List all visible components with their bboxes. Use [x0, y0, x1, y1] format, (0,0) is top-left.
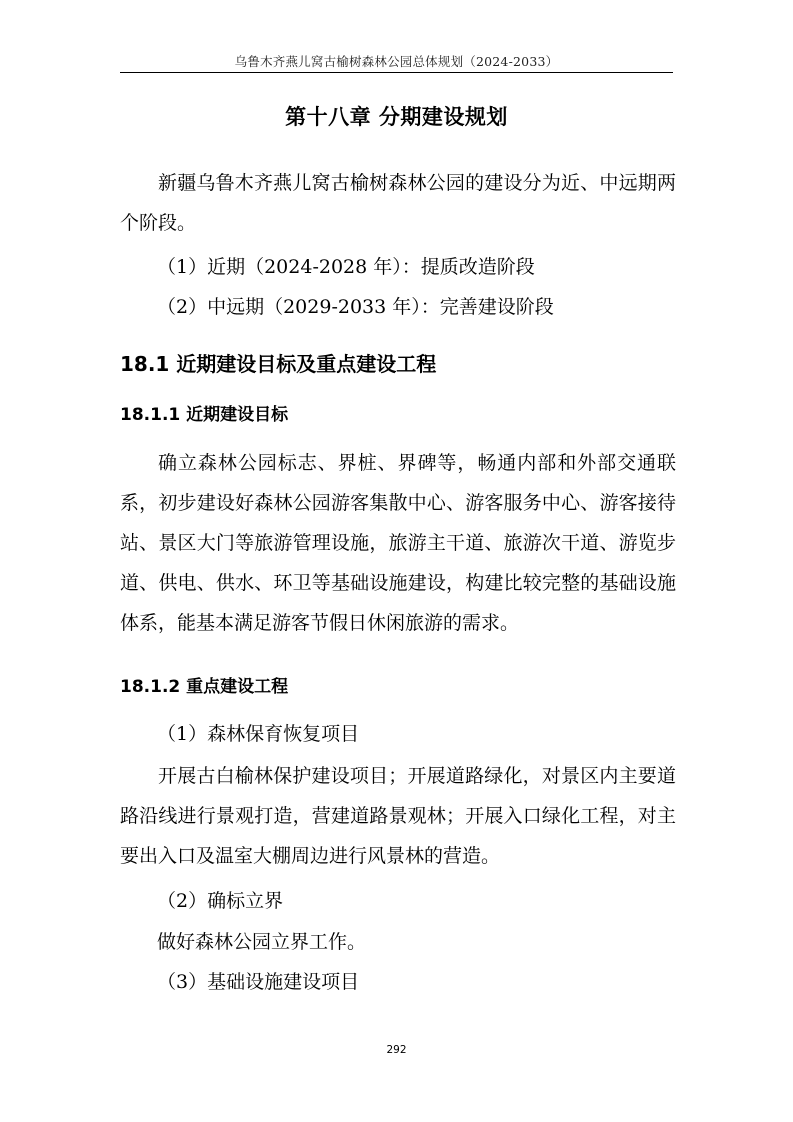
page-number: 292	[386, 1044, 407, 1056]
running-header-title: 乌鲁木齐燕儿窝古榆树森林公园总体规划（2024-2033）	[234, 54, 559, 69]
subsection-heading-18-1-2: 18.1.2 重点建设工程	[120, 677, 289, 697]
phase-mid-long-item: （2）中远期（2029-2033 年）：完善建设阶段	[157, 296, 554, 318]
section-heading-18-1: 18.1 近期建设目标及重点建设工程	[120, 352, 437, 376]
item-2-paragraph: 做好森林公园立界工作。	[157, 931, 367, 953]
header-divider	[120, 72, 673, 73]
chapter-title: 第十八章 分期建设规划	[285, 105, 508, 129]
item-1-title: （1）森林保育恢复项目	[157, 723, 360, 745]
phase-near-item: （1）近期（2024-2028 年）：提质改造阶段	[157, 256, 535, 278]
item-2-title: （2）确标立界	[157, 890, 284, 912]
intro-paragraph: 新疆乌鲁木齐燕儿窝古榆树森林公园的建设分为近、中远期两个阶段。	[120, 172, 676, 234]
subsection-heading-18-1-1: 18.1.1 近期建设目标	[120, 405, 289, 425]
item-1-paragraph: 开展古白榆林保护建设项目；开展道路绿化，对景区内主要道路沿线进行景观打造，营建道路景观林；开展入口绿化工程，对主要出入口及温室大棚周边进行风景林的营造。	[120, 765, 676, 867]
item-3-title: （3）基础设施建设项目	[157, 971, 360, 993]
near-term-goals-paragraph: 确立森林公园标志、界桩、界碑等，畅通内部和外部交通联系，初步建设好森林公园游客集散中心、游客服务中心、游客接待站、景区大门等旅游管理设施，旅游主干道、旅游次干道、游览步道、供电、供水、环卫等基础设施建设，构建比较完整的基础设施体系，能基本满足游客节假日休闲旅游的需求。	[120, 452, 676, 634]
